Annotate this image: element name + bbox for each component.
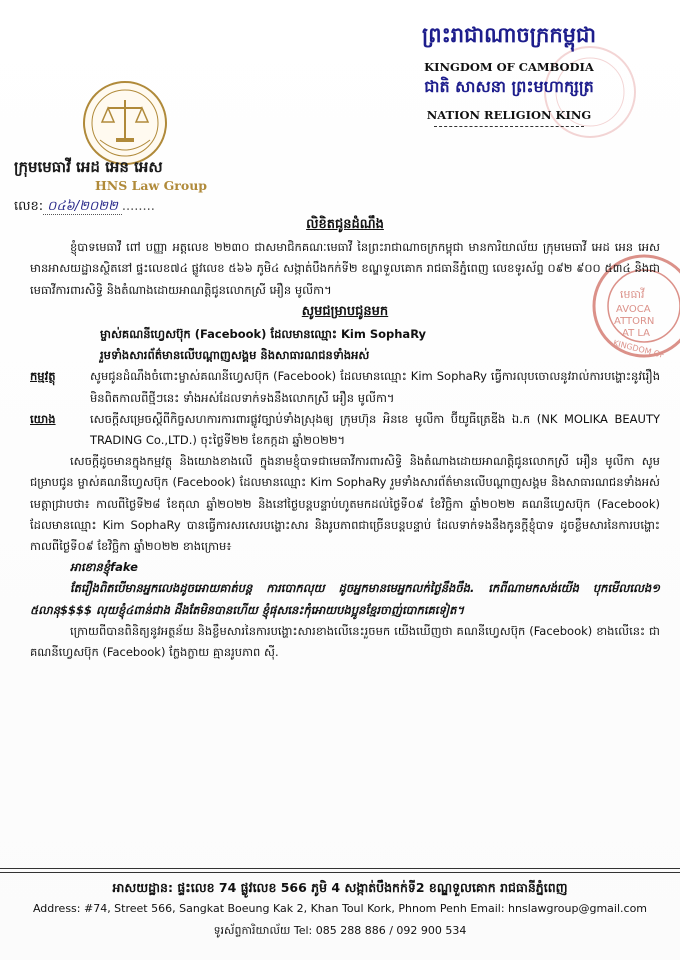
recipient-line-1: ម្ចាស់គណនីហ្វេសប៊ុក (Facebook) ដែលមានឈ្មោះ Kim SophaRy xyxy=(100,327,427,342)
hns-law-group-logo xyxy=(82,80,168,166)
subject-text: សូមជូនដំណឹងចំពោះម្ចាស់គណនីហ្វេសប៊ុក (Facebook) ដែលមានឈ្មោះ Kim SophaRy ធ្វើការលុបចោលនូវរាល់ការបង្ហោះនូវរឿងមិនពិតកាលពីថ្មីៗនេះ ទាំងអស់ដែលទាក់ទងនឹងលោកស្រី អឿន មូលីកា។ xyxy=(90,369,660,405)
reference-text: សេចក្ដីសម្រេចស្ដីពីកិច្ចសហការការពារផ្លូវច្បាប់ទាំងស្រុងឲ្យ ក្រុមហ៊ុន អិនខេ មូលីកា ប៊ីយូធីត្រេឌីង ឯ.ក (NK MOLIKA BEAUTY TRADING Co.,LTD.) ចុះថ្ងៃទី២២ ខែកក្កដា ឆ្នាំ២០២២។ xyxy=(90,411,660,448)
letter-body xyxy=(30,214,660,663)
footer-address-khmer: អាសយដ្ឋាន: ផ្ទះលេខ 74 ផ្លូវលេខ 566 ភូមិ 4 សង្កាត់បឹងកក់ទី2 ខណ្ឌទួលគោក រាជធានីភ្នំពេញ xyxy=(112,880,568,895)
reference-label: យោង xyxy=(30,411,56,426)
footer-address-english: Address: #74, Street 566, Sangkat Boeung Kak 2, Khan Toul Kork, Phnom Penh Email: hnslawgroup@gmail.com xyxy=(32,902,648,915)
ref-dots: ........ xyxy=(121,199,155,214)
firm-name-english: HNS Law Group xyxy=(95,178,208,193)
stamp-line2: AVOCA xyxy=(616,304,651,315)
quoted-post-title: អាខោនខ្ញុំfake xyxy=(70,560,138,575)
firm-name-khmer: ក្រុមមេធាវី អេដ អេន អេស xyxy=(14,158,163,176)
ref-value: ០៤៦/២០២២ xyxy=(43,199,122,215)
letter-title: លិខិតជូនដំណឹង xyxy=(306,217,384,232)
stamp-ring-text: KINGDOM OF xyxy=(612,338,666,360)
recipient-line-2: រួមទាំងសារព័ត៌មានលើបណ្ដាញសង្គម និងសាធារណជនទាំងអស់ xyxy=(100,348,370,363)
quoted-post-text: តែរឿងពិតបើមានអ្នកលេងដូចអោយគាត់បន្ត ការបោកលុយ ដូចអ្នកមានមេអ្នកលក់ថ្ងៃនឹងចឹង. កេពីណាមកសង់យើង បុកមើលលេង១ ៥លានុ$$$$ លុយខ្ញុំ៤ពាន់ជាង ដឹងតែមិនបានហើយ ខ្ញុំផុសនេះកុំអោយបងប្អូនខ្មែរចាញ់បោកគេទៀត។ xyxy=(30,581,660,617)
intro-paragraph: ខ្ញុំបាទមេធាវី ពៅ បញ្ញា អត្តលេខ ២២៣០ ជាសមាជិកគណៈមេធាវី នៃព្រះរាជាណាចក្រកម្ពុជា មានការិយាល័យ ក្រុមមេធាវី អេដ អេន អេស មានអាសយដ្ឋានស្ថិតនៅ ផ្ទះលេខ៧៤ ផ្លូវលេខ ៥៦៦ ភូមិ៤ សង្កាត់បឹងកក់ទី២ ខណ្ឌទួលគោក រាជធានីភ្នំពេញ លេខទូរស័ព្ទ ០៩២ ៩០០ ៥៣៤ និងជាមេធាវីការពារសិទ្ធិ និងតំណាងដោយអាណត្តិជូនលោកស្រី អឿន មូលីកា។ xyxy=(30,240,660,297)
ref-label: លេខ: xyxy=(14,199,44,214)
stamp-line3: ATTORN xyxy=(614,316,655,327)
subject-label: កម្មវត្ថុ xyxy=(30,369,56,384)
motto-english: NATION RELIGION KING xyxy=(426,108,592,122)
subject-row xyxy=(30,366,660,408)
kingdom-english: KINGDOM OF CAMBODIA xyxy=(424,60,594,74)
stamp-line1: មេធាវី xyxy=(620,288,645,301)
footer-rule-thick xyxy=(0,868,680,869)
footer-rule-thin xyxy=(0,872,680,873)
motto-khmer: ជាតិ សាសនា ព្រះមហាក្សត្រ xyxy=(424,77,594,96)
main-paragraph: សេចក្ដីដូចមានក្នុងកម្មវត្ថុ និងយោងខាងលើ ក្នុងនាមខ្ញុំបាទជាមេធាវីការពារសិទ្ធិ និងតំណាងដោយអាណត្តិជូនលោកស្រី អឿន មូលីកា សូមជម្រាបជូន ម្ចាស់គណនីហ្វេសប៊ុក (Facebook) ដែលមានឈ្មោះ Kim SophaRy រួមទាំងសារព័ត៌មានលើបណ្ដាញសង្គម និងសាធារណជនទាំងអស់ មេត្តាជ្រាបថា៖ កាលពីថ្ងៃទី២៨ ខែតុលា ឆ្នាំ២០២២ និងនៅថ្ងៃបន្តបន្ទាប់ហូតមកដល់ថ្ងៃទី០៩ ខែវិច្ឆិកា ឆ្នាំ២០២២ គណនីហ្វេសប៊ុក (Facebook) ដែលមានឈ្មោះ Kim SophaRy បានធ្វើការសរសេរបង្ហោះសារ និងរូបភាពជាច្រើនបន្តបន្ទាប់ ដែលទាក់ទងនឹងកូនក្ដីខ្ញុំបាទ ដូចខ្លឹមសារនៃការបង្ហោះកាលពីថ្ងៃទី០៩ ខែវិច្ឆិកា ឆ្នាំ២០២២ ខាងក្រោម៖ xyxy=(30,454,660,554)
salutation-heading: សូមជម្រាបជូនមក xyxy=(301,303,389,319)
footer-phone: ទូរស័ព្ទការិយាល័យ Tel: 085 288 886 / 092 900 534 xyxy=(213,924,467,937)
stamp-line4: AT LA xyxy=(622,328,650,339)
reference-row xyxy=(30,409,660,451)
conclusion-paragraph: ក្រោយពីបានពិនិត្យនូវអត្ថន័យ និងខ្លឹមសារនៃការបង្ហោះសារខាងលើនេះរួចមក យើងឃើញថា គណនីហ្វេសប៊ុក (Facebook) ខាងលើនេះ ជាគណនីហ្វេសប៊ុក (Facebook) ក្លែងក្លាយ គ្មានរូបភាព ស៊ី. xyxy=(30,623,660,660)
kingdom-khmer: ព្រះរាជាណាចក្រកម្ពុជា xyxy=(421,23,596,47)
header-divider xyxy=(434,126,584,127)
